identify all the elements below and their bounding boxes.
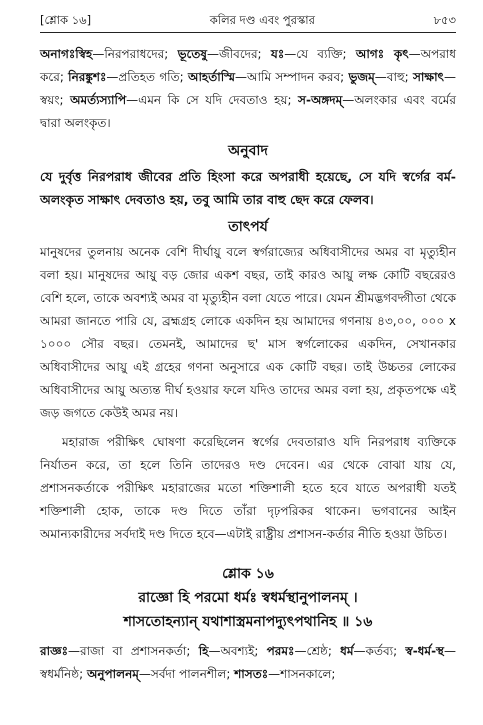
synonym-term: রাজ্ঞঃ bbox=[40, 644, 68, 658]
purport-heading: তাৎপর্য bbox=[228, 219, 268, 235]
synonym-term: শাসতঃ bbox=[234, 667, 269, 681]
synonym-meaning: —সর্বদা পালনশীল; bbox=[138, 667, 235, 681]
synonym-meaning: —অবশ্যই; bbox=[208, 644, 267, 658]
synonym-term: হি bbox=[198, 644, 209, 658]
synonym-term: নিরঙ্কুশঃ bbox=[68, 70, 107, 84]
synonym-meaning: —অলংকার এবং বর্মের দ্বারা অলংকৃত। bbox=[40, 93, 457, 130]
synonyms-bottom bbox=[40, 640, 456, 686]
synonym-meaning: —জীবদের; bbox=[206, 47, 271, 61]
synonym-term: অমর্ত্যস্যাপি bbox=[70, 93, 127, 107]
synonym-term: অনুপালনম্ bbox=[86, 667, 139, 681]
synonym-meaning: —যে ব্যক্তি; bbox=[284, 47, 356, 61]
synonym-term: স্ব-ধর্ম-স্থ bbox=[405, 644, 444, 658]
synonym-term: ভূতেষু bbox=[177, 47, 207, 61]
translation-text: যে দুর্বৃত্ত নিরপরাধ জীবের প্রতি হিংসা করে অপরাধী হয়েছে, সে যদি স্বর্গের বর্ম-অলংকৃত সাক্ষাৎ দেবতাও হয়, তবু আমি তার বাহু ছেদ করে ফেলব। bbox=[40, 169, 456, 207]
purport-paragraph-1: মানুষদের তুলনায় অনেক বেশি দীর্ঘায়ু বলে স্বর্গরাজ্যের অধিবাসীদের অমর বা মৃত্যুহীন বলা হয়। মানুষদের আয়ু বড় জোর একশ বছর, তাই কারও আয়ু লক্ষ কোটি বছরেরও বেশি হলে, তাকে অবশ্যই অমর বা মৃত্যুহীন বলা যেতে পারে। যেমন শ্রীমদ্ভগবদ্গীতা থেকে আমরা জানতে পারি যে, ব্রহ্মগ্রহ লোকে একদিন হয় আমাদের গণনায় ৪৩,০০, ০০০ x ১০০০ সৌর বছর। তেমনই, আমাদের ছ' মাস স্বর্গলোকের একদিন, সেখানকার অধিবাসীদের আয়ু এই গ্রহের গণনা অনুসারে এক কোটি বছর। তাই উচ্চতর লোকের অধিবাসীদের আয়ু অত্যন্ত দীর্ঘ হওয়ার ফলে যদিও তাদের অমর বলা হয়, প্রকৃতপক্ষে এই জড় জগতে কেউই অমর নয়। bbox=[40, 245, 456, 420]
synonym-meaning: —এমন কি সে যদি দেবতাও হয়; bbox=[126, 93, 299, 107]
header-page-number: ৮৫৩ bbox=[433, 12, 456, 27]
running-header bbox=[40, 10, 456, 33]
synonym-meaning: —স্বধর্মনিষ্ঠ; bbox=[40, 644, 456, 681]
translation-heading: অনুবাদ bbox=[228, 143, 268, 159]
synonym-term: পরমঃ bbox=[266, 644, 295, 658]
verse-line-1: রাজ্ঞো হি পরমো ধর্মঃ স্বধর্মস্থানুপালনম্ । bbox=[138, 590, 358, 606]
purport-paragraph-2: মহারাজ পরীক্ষিৎ ঘোষণা করেছিলেন স্বর্গের দেবতারাও যদি নিরপরাধ ব্যক্তিকে নির্যাতন করে, তা হলে তিনি তাদেরও দণ্ড দেবেন। এর থেকে বোঝা যায় যে, প্রশাসনকর্তাকে পরীক্ষিৎ মহারাজের মতো শক্তিশালী হতে হবে যাতে অপরাধী যতই শক্তিশালী হোক, তাকে দণ্ড দিতে তাঁরা দৃঢ়পরিকর থাকেন। ভগবানের আইন অমান্যকারীদের সর্বদাই দণ্ড দিতে হবে—এটাই রাষ্ট্রীয় প্রশাসন-কর্তার নীতি হওয়া উচিত। bbox=[40, 435, 456, 541]
synonym-meaning: —বাহু; bbox=[374, 70, 413, 84]
synonym-term: আগঃ কৃৎ bbox=[355, 47, 409, 61]
synonyms-top bbox=[40, 43, 456, 135]
synonym-meaning: —অপরাধ করে; bbox=[40, 47, 457, 84]
synonym-meaning: —নিরপরাধদের; bbox=[92, 47, 178, 61]
synonym-term: আহর্তাস্মি bbox=[187, 70, 236, 84]
verse-line-2: শাসতোহন্যান্ যথাশাস্ত্রমনাপদ্যুৎপথানিহ ॥ ১৬ bbox=[123, 614, 373, 630]
synonym-meaning: —প্রতিহত গতি; bbox=[106, 70, 188, 84]
synonym-meaning: —কর্তব্য; bbox=[353, 644, 406, 658]
synonym-term: অনাগঃস্বিহ bbox=[40, 47, 93, 61]
synonym-term: ধর্ম bbox=[340, 644, 354, 658]
header-verse-ref: [শ্লোক ১৬] bbox=[40, 12, 92, 27]
synonym-term: স-অঙ্গদম্ bbox=[298, 93, 343, 107]
verse-heading: শ্লোক ১৬ bbox=[222, 566, 274, 582]
synonym-term: ভুজম্ bbox=[348, 70, 375, 84]
synonym-term: যঃ bbox=[270, 47, 285, 61]
synonym-meaning: —শ্রেষ্ঠ; bbox=[294, 644, 341, 658]
synonym-meaning: —শাসনকালে; bbox=[268, 667, 336, 681]
synonym-meaning: —আমি সম্পাদন করব; bbox=[235, 70, 349, 84]
synonym-meaning: —স্বয়ং; bbox=[40, 70, 456, 107]
book-page bbox=[40, 10, 456, 686]
synonym-term: সাক্ষাৎ bbox=[412, 70, 444, 84]
synonym-meaning: —রাজা বা প্রশাসনকর্তা; bbox=[67, 644, 199, 658]
header-chapter-title: কলির দণ্ড এবং পুরস্কার bbox=[209, 12, 315, 27]
